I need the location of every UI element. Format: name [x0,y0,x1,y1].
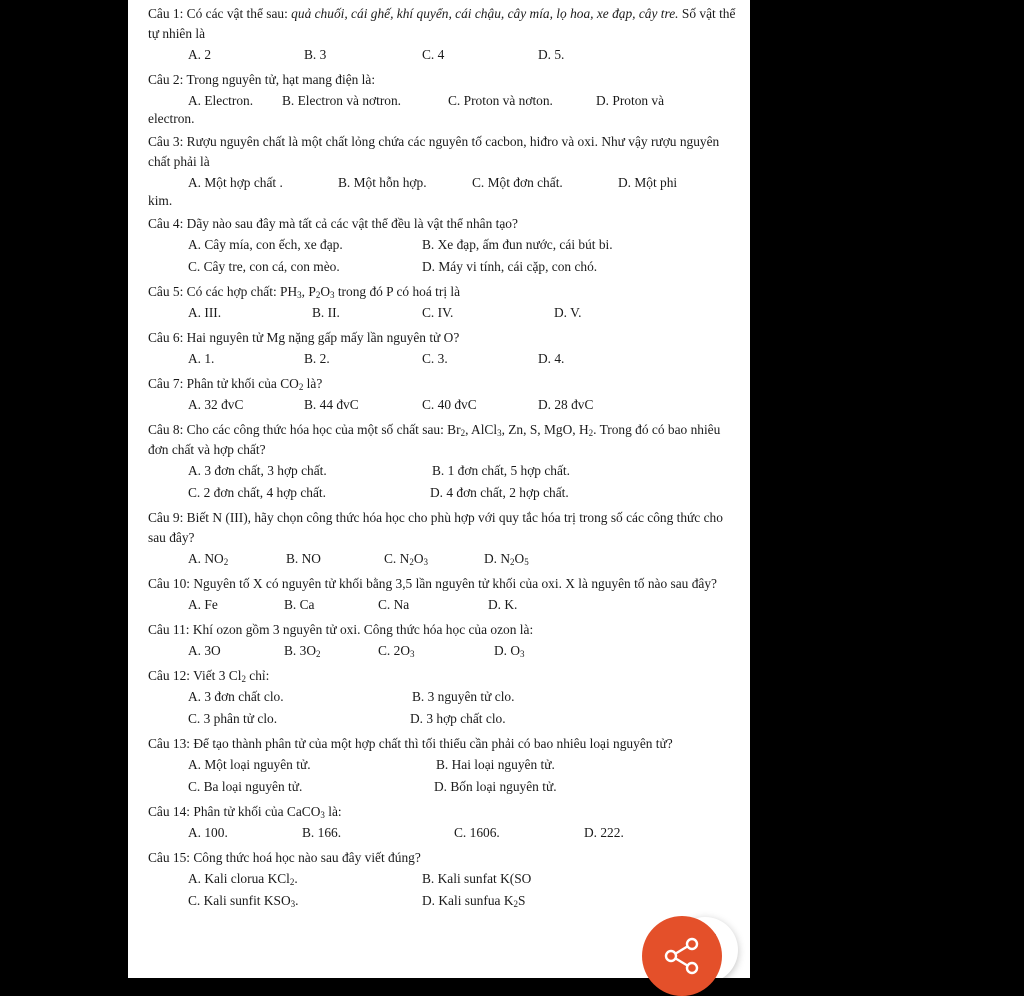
option-c: C. 1606. [454,825,500,840]
option-a: A. Cây mía, con ếch, xe đạp. [188,237,343,252]
option-a: A. 3O [188,643,221,658]
options-row [148,482,738,504]
option-c: C. Proton và nơton. [448,93,553,108]
question-12 [148,662,738,730]
options-row [148,348,738,370]
option-d: D. Bốn loại nguyên tử. [434,779,557,794]
option-a: A. $NO_2$ [188,551,229,567]
option-b: B. Xe đạp, ấm đun nước, cái bút bi. [422,237,613,252]
option-d: D. Kali sunfua $K_2S$ [422,893,526,909]
question-4 [148,210,738,278]
options-row [148,594,738,616]
option-a: A. Electron. [188,93,254,108]
question-text: Câu 14: Phân tử khối của CaCO$_3$ là: [148,804,342,820]
option-c: C. Một đơn chất. [472,175,563,190]
question-1 [148,0,738,66]
question-6 [148,324,738,370]
option-b: B. 2. [304,351,330,366]
options-row [148,234,738,256]
options-row [148,776,738,798]
option-wrap: kim. [148,193,173,208]
option-c: C. Kali sunfit $KSO_3$. [188,893,299,909]
option-c: C. Ba loại nguyên tử. [188,779,303,794]
option-c: C. 3 phân tử clo. [188,711,278,726]
option-b: B. Một hỗn hợp. [338,175,427,190]
question-text: Câu 11: Khí ozon gồm 3 nguyên tử oxi. Công thức hóa học của ozon là: [148,622,534,637]
option-d: D. K. [488,597,518,612]
option-b: B. 166. [302,825,342,840]
question-text: Câu 15: Công thức hoá học nào sau đây viết đúng? [148,850,421,865]
option-c: C. 3. [422,351,448,366]
question-14 [148,798,738,844]
question-text: Câu 4: Dãy nào sau đây mà tất cả các vật thể đều là vật thể nhân tạo? [148,216,518,231]
document-page [128,0,750,978]
question-text: Câu 2: Trong nguyên tử, hạt mang điện là: [148,72,376,87]
option-b: B. 44 đvC [304,397,359,412]
option-d: D. Một phi [618,175,678,190]
option-a: A. 100. [188,825,228,840]
question-2 [148,66,738,128]
option-d: D. 222. [584,825,624,840]
option-b: B. II. [312,305,340,320]
option-d: D. 4. [538,351,565,366]
option-a: A. 1. [188,351,215,366]
option-d: D. 4 đơn chất, 2 hợp chất. [430,485,569,500]
question-text: Câu 3: Rượu nguyên chất là một chất lỏng chứa các nguyên tố cacbon, hiđro và oxi. Như vậy rượu nguyên chất phải là [148,134,720,169]
options-row [148,708,738,730]
question-text: Câu 9: Biết N (III), hãy chọn công thức hóa học cho phù hợp với quy tắc hóa trị trong số các công thức cho sau đây? [148,510,723,545]
option-b: B. 1 đơn chất, 5 hợp chất. [432,463,570,478]
question-5 [148,278,738,324]
question-8 [148,416,738,504]
option-c: C. $2O_3$ [378,643,415,659]
question-text: Câu 12: Viết 3 $Cl_2$ chỉ: [148,668,270,684]
option-a: A. III. [188,305,222,320]
option-a: A. Một loại nguyên tử. [188,757,311,772]
option-b: B. 3 [304,47,327,62]
options-row [148,822,738,844]
question-13 [148,730,738,798]
question-9 [148,504,738,570]
option-b: B. NO [286,551,321,566]
options-row [148,302,738,324]
options-row [148,640,738,662]
options-row [148,754,738,776]
option-a: A. 3 đơn chất clo. [188,689,284,704]
question-list [148,0,738,912]
question-text: Câu 1: Có các vật thể sau: quả chuối, cái ghế, khí quyển, cái chậu, cây mía, lọ hoa, xe đạp, cây tre. Số vật thể tự nhiên là [148,6,736,41]
question-3 [148,128,738,210]
option-d: D. 5. [538,47,565,62]
option-b: B. Kali sunfat K(SO [422,871,532,886]
option-a: A. 2 [188,47,212,62]
option-b: B. 3 nguyên tử clo. [412,689,515,704]
option-d: D. V. [554,305,582,320]
option-b: B. $3O_2$ [284,643,321,659]
options-row [148,686,738,708]
option-d: D. 28 đvC [538,397,594,412]
question-text: Câu 13: Để tạo thành phân tử của một hợp chất thì tối thiểu cần phải có bao nhiêu loại nguyên tử? [148,736,673,751]
option-a: A. 32 đvC [188,397,244,412]
options-row [148,44,738,66]
option-c: C. 40 đvC [422,397,477,412]
question-text: Câu 6: Hai nguyên tử Mg nặng gấp mấy lần nguyên tử O? [148,330,460,345]
question-text: Câu 7: Phân tử khối của $CO_2$ là? [148,376,323,392]
option-b: B. Ca [284,597,315,612]
option-d: D. $N_2O_5$ [484,551,529,567]
share-icon [662,936,702,976]
share-button[interactable] [642,916,722,996]
option-d: D. Máy vi tính, cái cặp, con chó. [422,259,598,274]
options-row [148,890,738,912]
option-c: C. Na [378,597,410,612]
option-c: C. 2 đơn chất, 4 hợp chất. [188,485,326,500]
option-a: A. Kali clorua KCl$_2$. [188,871,298,887]
option-d: D. $O_3$ [494,643,525,659]
options-row [148,548,738,570]
options-row [148,90,738,112]
options-row [148,868,738,890]
option-c: C. $N_2O_3$ [384,551,428,567]
option-d: D. 3 hợp chất clo. [410,711,506,726]
option-d: D. Proton và [596,93,665,108]
option-b: B. Electron và nơtron. [282,93,402,108]
option-c: C. 4 [422,47,445,62]
option-c: C. IV. [422,305,454,320]
option-a: A. Fe [188,597,218,612]
options-row [148,460,738,482]
question-text: Câu 8: Cho các công thức hóa học của một số chất sau: $Br_2$, AlCl$_3$, Zn, S, MgO, $H_2$. Trong đó có bao nhiêu đơn chất và hợp chất? [148,422,721,457]
option-b: B. Hai loại nguyên tử. [436,757,555,772]
option-wrap: electron. [148,111,195,126]
question-7 [148,370,738,416]
question-10 [148,570,738,616]
options-row [148,394,738,416]
option-c: C. Cây tre, con cá, con mèo. [188,259,340,274]
question-text: Câu 5: Có các hợp chất: $PH_3$, $P_2O_3$ trong đó P có hoá trị là [148,284,461,300]
option-a: A. Một hợp chất . [188,175,283,190]
option-a: A. 3 đơn chất, 3 hợp chất. [188,463,327,478]
question-text: Câu 10: Nguyên tố X có nguyên tử khối bằng 3,5 lần nguyên tử khối của oxi. X là nguyên tố nào sau đây? [148,576,718,591]
options-row [148,256,738,278]
question-15 [148,844,738,912]
question-11 [148,616,738,662]
options-row [148,172,738,194]
